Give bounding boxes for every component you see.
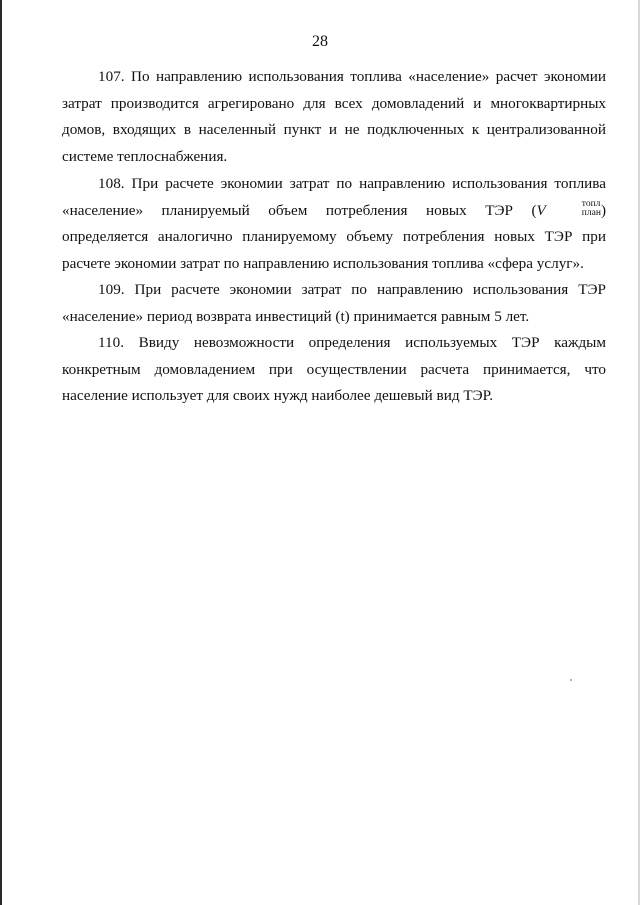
paragraph-107: 107. По направлению использования топлива «население» расчет экономии затрат производится агрегировано для всех домовладений и многоквартирных домов, входящих в населенный пункт и не подключенных к централизованной системе теплоснабжения. [62, 68, 606, 165]
scan-speck [570, 679, 572, 681]
paragraph-108-text-end: ) определяется аналогично планируемому объему потребления новых ТЭР при расчете экономии затрат по направлению использования топлива «сфера услуг». [62, 201, 606, 272]
formula-subscript: план [581, 208, 601, 219]
consumption-formula [536, 199, 601, 219]
formula-superscript: топл [581, 199, 601, 210]
document-body [62, 64, 606, 410]
paragraph-109: 109. При расчете экономии затрат по направлению использования ТЭР «население» период возврата инвестиций (t) принимается равным 5 лет. [62, 281, 606, 325]
paragraph-110: 110. Ввиду невозможности определения используемых ТЭР каждым конкретным домовладением при осуществлении расчета принимается, что население использует для своих нужд наиболее дешевый вид ТЭР. [62, 334, 606, 404]
formula-indices [546, 200, 601, 218]
page-number: 28 [312, 33, 328, 50]
paragraph-108 [62, 171, 606, 277]
formula-symbol: V [536, 201, 546, 219]
scan-edge-left [0, 0, 2, 905]
paragraph-108-text-start: 108. При расчете экономии затрат по направлению использования топлива «население» планируемый объем потребления новых ТЭР ( [62, 175, 606, 219]
